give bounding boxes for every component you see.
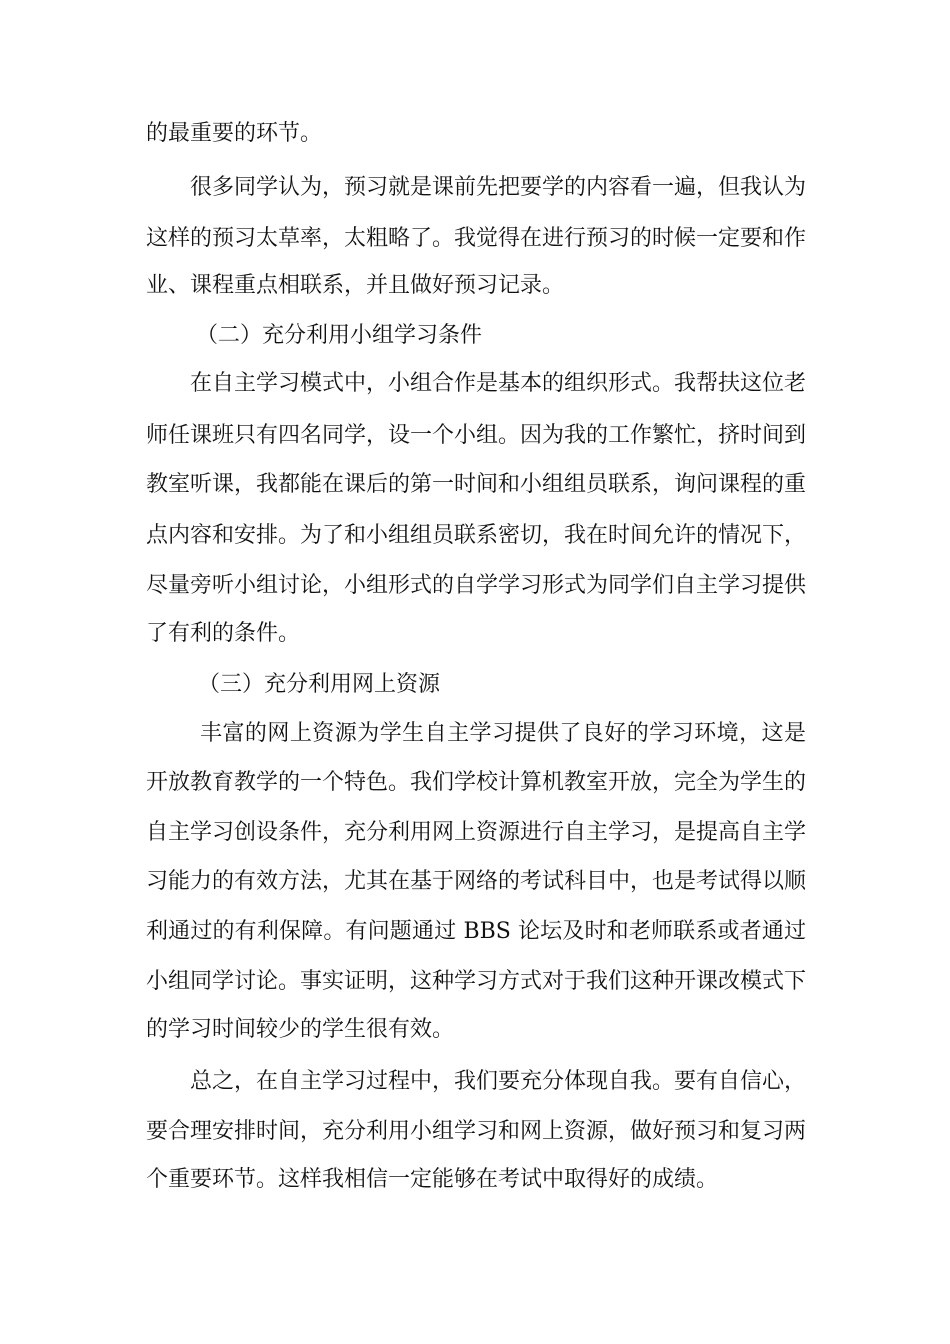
section-heading: （三）充分利用网上资源 xyxy=(198,672,441,697)
text-line: 了有利的条件。 xyxy=(146,621,301,646)
text-line: 总之，在自主学习过程中，我们要充分体现自我。要有自信心， xyxy=(190,1069,807,1094)
text-line: 教室听课，我都能在课后的第一时间和小组组员联系，询问课程的重 xyxy=(146,472,807,497)
text-line: 的最重要的环节。 xyxy=(146,121,323,146)
section-heading: （二）充分利用小组学习条件 xyxy=(196,323,483,348)
text-line: 很多同学认为，预习就是课前先把要学的内容看一遍，但我认为 xyxy=(190,175,807,200)
text-line: 师任课班只有四名同学，设一个小组。因为我的工作繁忙，挤时间到 xyxy=(146,423,807,448)
text-line: 在自主学习模式中，小组合作是基本的组织形式。我帮扶这位老 xyxy=(190,371,807,396)
text-line: 业、课程重点相联系，并且做好预习记录。 xyxy=(146,273,565,298)
text-line: 开放教育教学的一个特色。我们学校计算机教室开放，完全为学生的 xyxy=(146,770,807,795)
text-line: 的学习时间较少的学生很有效。 xyxy=(146,1017,455,1042)
text-line: 点内容和安排。为了和小组组员联系密切，我在时间允许的情况下， xyxy=(146,523,807,548)
text-line: 个重要环节。这样我相信一定能够在考试中取得好的成绩。 xyxy=(146,1167,719,1192)
text-line: 要合理安排时间，充分利用小组学习和网上资源，做好预习和复习两 xyxy=(146,1119,807,1144)
text-line: 小组同学讨论。事实证明，这种学习方式对于我们这种开课改模式下 xyxy=(146,969,807,994)
text-line: 习能力的有效方法，尤其在基于网络的考试科目中，也是考试得以顺 xyxy=(146,869,807,894)
text-line: 利通过的有利保障。有问题通过 BBS 论坛及时和老师联系或者通过 xyxy=(146,919,806,944)
text-line: 自主学习创设条件，充分利用网上资源进行自主学习，是提高自主学 xyxy=(146,820,807,845)
text-line: 这样的预习太草率，太粗略了。我觉得在进行预习的时候一定要和作 xyxy=(146,226,807,251)
text-line: 丰富的网上资源为学生自主学习提供了良好的学习环境，这是 xyxy=(200,721,806,746)
text-line: 尽量旁听小组讨论，小组形式的自学学习形式为同学们自主学习提供 xyxy=(146,573,807,598)
